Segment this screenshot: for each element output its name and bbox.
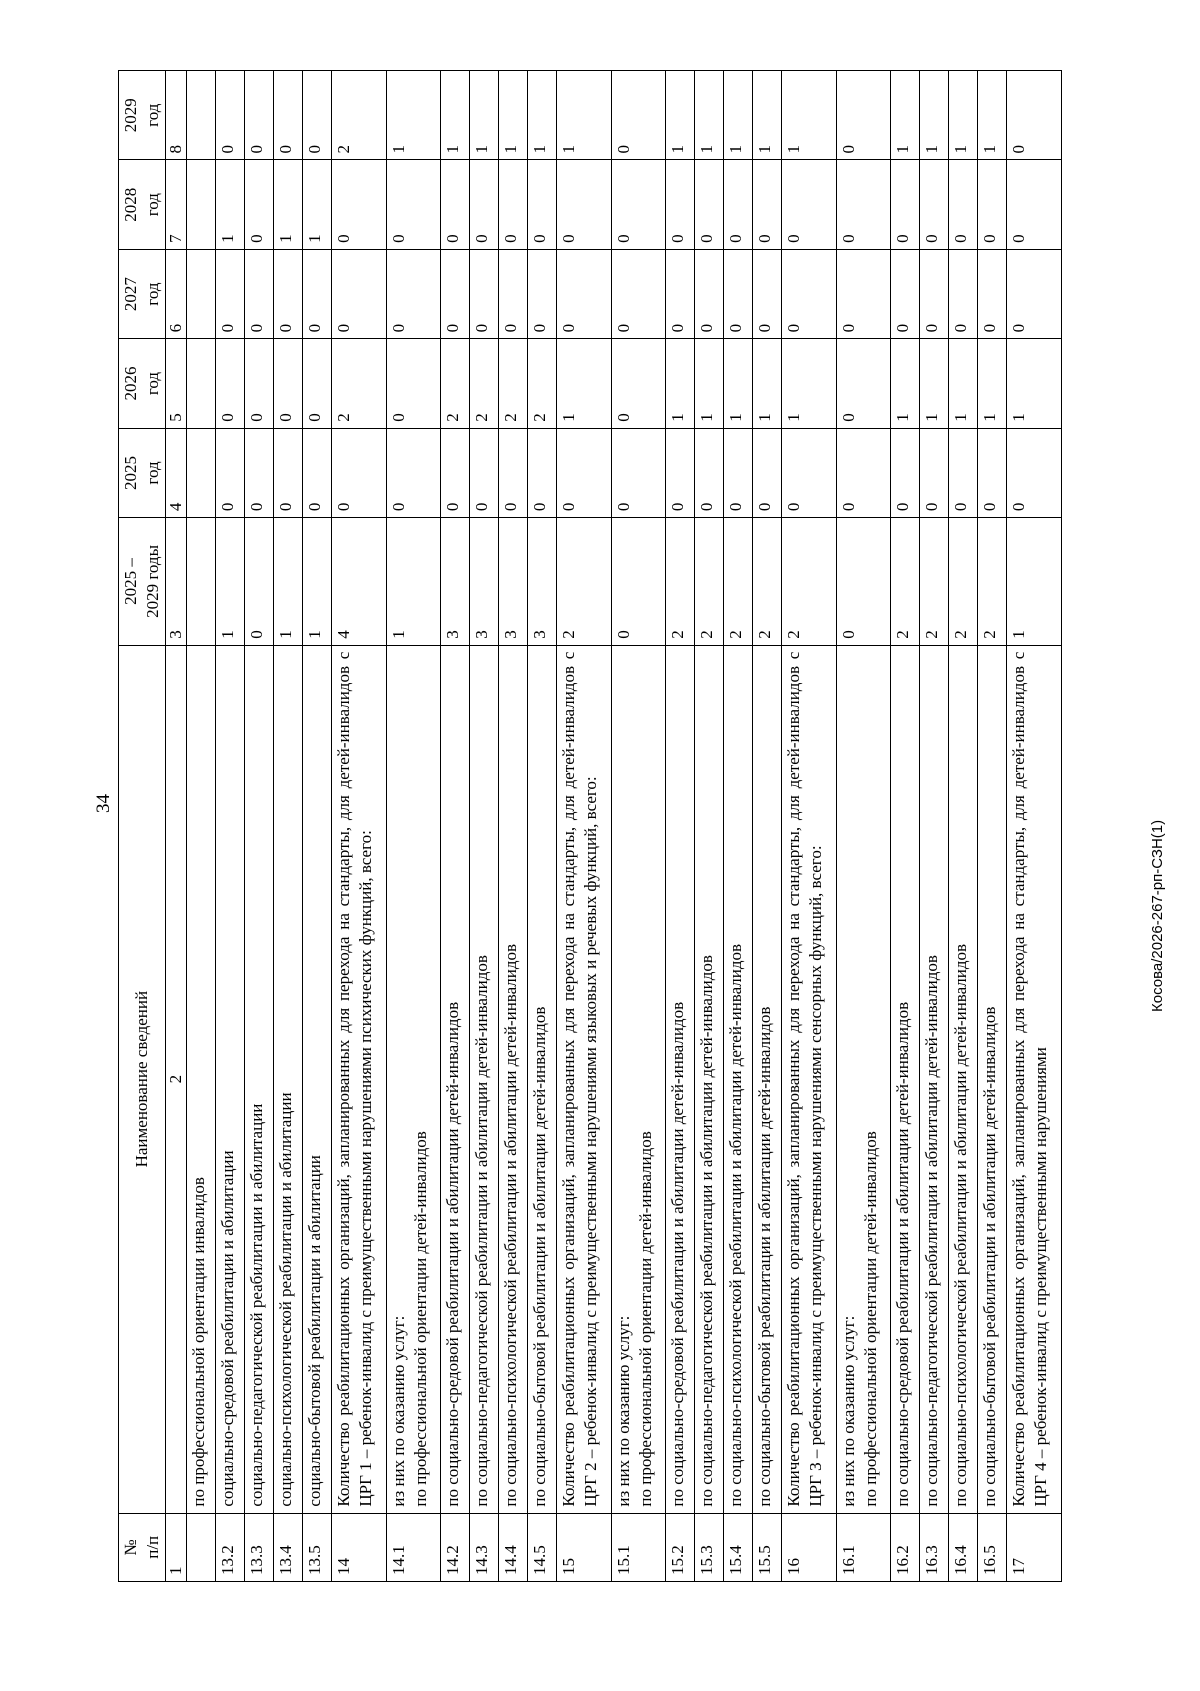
row-number: 15.1 — [611, 1513, 666, 1581]
row-name: из них по оказанию услуг: по профессиональной ориентации детей-инвалидов — [611, 645, 666, 1513]
row-value: 1 — [978, 71, 1007, 160]
column-number-cell: 2 — [166, 645, 187, 1513]
row-value: 2 — [528, 339, 557, 428]
row-value: 0 — [441, 428, 470, 517]
row-value: 0 — [836, 71, 891, 160]
row-number: 17 — [1007, 1513, 1062, 1581]
row-number: 13.4 — [274, 1513, 303, 1581]
row-number: 16.1 — [836, 1513, 891, 1581]
row-value: 0 — [470, 160, 499, 249]
row-value: 1 — [386, 71, 441, 160]
row-value: 2 — [695, 518, 724, 646]
row-name: по социально-педагогической реабилитации и абилитации детей-инвалидов — [470, 645, 499, 1513]
row-value: 0 — [836, 339, 891, 428]
row-value: 2 — [753, 518, 782, 646]
row-name: социально-педагогической реабилитации и абилитации — [245, 645, 274, 1513]
row-value: 0 — [470, 249, 499, 338]
row-value: 2 — [891, 518, 920, 646]
row-value: 0 — [245, 428, 274, 517]
row-value: 0 — [1007, 428, 1062, 517]
row-value: 0 — [386, 428, 441, 517]
row-number: 16.3 — [920, 1513, 949, 1581]
row-value: 1 — [557, 71, 612, 160]
row-value: 0 — [386, 339, 441, 428]
row-value: 1 — [920, 71, 949, 160]
row-value: 1 — [216, 160, 245, 249]
row-value: 0 — [245, 71, 274, 160]
row-name: Количество реабилитационных организаций, запланированных для перехода на стандарты, для детей-инвалидов с ЦРГ 2 – ребенок-инвалид с преимущественными нарушениями языковых и речевых функций, всего: — [557, 645, 612, 1513]
row-number: 13.3 — [245, 1513, 274, 1581]
row-value: 2 — [332, 71, 387, 160]
row-value: 1 — [724, 339, 753, 428]
row-value: 0 — [470, 428, 499, 517]
row-value: 1 — [920, 339, 949, 428]
row-value: 0 — [949, 249, 978, 338]
row-value: 0 — [782, 428, 837, 517]
row-value: 0 — [753, 428, 782, 517]
row-value — [187, 428, 216, 517]
row-number: 15.4 — [724, 1513, 753, 1581]
row-value — [187, 249, 216, 338]
table-row — [470, 71, 499, 1582]
row-value: 0 — [836, 518, 891, 646]
table-row — [782, 71, 837, 1582]
row-number: 14.3 — [470, 1513, 499, 1581]
row-name: по социально-педагогической реабилитации и абилитации детей-инвалидов — [920, 645, 949, 1513]
row-value: 0 — [782, 249, 837, 338]
row-name: по социально-бытовой реабилитации и абилитации детей-инвалидов — [978, 645, 1007, 1513]
table-row — [187, 71, 216, 1582]
row-value: 0 — [611, 71, 666, 160]
row-value: 0 — [836, 160, 891, 249]
row-value: 1 — [274, 160, 303, 249]
row-value: 0 — [245, 160, 274, 249]
row-name: Количество реабилитационных организаций, запланированных для перехода на стандарты, для детей-инвалидов с ЦРГ 3 – ребенок-инвалид с преимущественными нарушениями сенсорных функций, всего: — [782, 645, 837, 1513]
row-value: 0 — [499, 428, 528, 517]
row-value: 0 — [753, 249, 782, 338]
column-number-cell: 1 — [166, 1513, 187, 1581]
row-name: по социально-педагогической реабилитации и абилитации детей-инвалидов — [695, 645, 724, 1513]
row-value: 0 — [303, 428, 332, 517]
row-name: социально-бытовой реабилитации и абилитации — [303, 645, 332, 1513]
row-value: 0 — [695, 160, 724, 249]
row-number: 13.2 — [216, 1513, 245, 1581]
row-value: 0 — [1007, 160, 1062, 249]
row-value: 1 — [499, 71, 528, 160]
row-value: 0 — [303, 339, 332, 428]
row-name: по социально-средовой реабилитации и абилитации детей-инвалидов — [891, 645, 920, 1513]
table-row — [724, 71, 753, 1582]
row-name: по социально-бытовой реабилитации и абилитации детей-инвалидов — [528, 645, 557, 1513]
row-name: по социально-бытовой реабилитации и абилитации детей-инвалидов — [753, 645, 782, 1513]
row-value: 0 — [332, 428, 387, 517]
row-value: 1 — [949, 339, 978, 428]
row-value: 0 — [557, 249, 612, 338]
row-value: 1 — [695, 339, 724, 428]
row-number: 16.4 — [949, 1513, 978, 1581]
row-value: 0 — [332, 160, 387, 249]
row-number: 13.5 — [303, 1513, 332, 1581]
header-2025: 2025 год — [119, 428, 166, 517]
table-row — [557, 71, 612, 1582]
row-value: 0 — [303, 249, 332, 338]
row-value: 2 — [499, 339, 528, 428]
row-value: 1 — [557, 339, 612, 428]
row-name: из них по оказанию услуг: по профессиональной ориентации детей-инвалидов — [836, 645, 891, 1513]
row-value: 3 — [470, 518, 499, 646]
row-value: 0 — [1007, 71, 1062, 160]
row-number: 15 — [557, 1513, 612, 1581]
row-value: 0 — [724, 249, 753, 338]
row-name: Количество реабилитационных организаций, запланированных для перехода на стандарты, для детей-инвалидов с ЦРГ 4 – ребенок-инвалид с преимущественными нарушениями — [1007, 645, 1062, 1513]
row-value: 0 — [216, 339, 245, 428]
header-2026: 2026 год — [119, 339, 166, 428]
row-value: 1 — [753, 339, 782, 428]
column-number-cell: 4 — [166, 428, 187, 517]
row-value: 1 — [528, 71, 557, 160]
row-value: 1 — [386, 518, 441, 646]
row-value: 0 — [666, 160, 695, 249]
row-value: 0 — [557, 160, 612, 249]
row-value: 0 — [949, 160, 978, 249]
row-value: 0 — [274, 428, 303, 517]
row-value: 0 — [499, 249, 528, 338]
row-value: 1 — [891, 71, 920, 160]
row-number — [187, 1513, 216, 1581]
row-name: по социально-средовой реабилитации и абилитации детей-инвалидов — [441, 645, 470, 1513]
table-row — [441, 71, 470, 1582]
row-value: 2 — [949, 518, 978, 646]
table-header-row — [119, 71, 166, 1582]
row-name: по социально-психологической реабилитации и абилитации детей-инвалидов — [724, 645, 753, 1513]
row-value: 0 — [216, 428, 245, 517]
table-row — [303, 71, 332, 1582]
table-row — [753, 71, 782, 1582]
table-row — [386, 71, 441, 1582]
row-value: 1 — [978, 339, 1007, 428]
table-row — [499, 71, 528, 1582]
row-value: 0 — [499, 160, 528, 249]
row-value: 1 — [274, 518, 303, 646]
document-code: Косова/2026-267-рп-СЗН(1) — [1149, 819, 1166, 1012]
row-name: по социально-психологической реабилитации и абилитации детей-инвалидов — [949, 645, 978, 1513]
table-row — [216, 71, 245, 1582]
row-value: 2 — [470, 339, 499, 428]
column-number-cell: 3 — [166, 518, 187, 646]
row-value: 1 — [1007, 518, 1062, 646]
row-name: социально-психологической реабилитации и абилитации — [274, 645, 303, 1513]
row-value: 2 — [920, 518, 949, 646]
row-value: 0 — [666, 428, 695, 517]
table-row — [1007, 71, 1062, 1582]
row-value — [187, 160, 216, 249]
row-value: 1 — [949, 71, 978, 160]
plan-table-container — [118, 70, 1062, 1582]
table-row — [891, 71, 920, 1582]
row-value: 2 — [332, 339, 387, 428]
row-value: 4 — [332, 518, 387, 646]
table-row — [920, 71, 949, 1582]
column-number-cell: 7 — [166, 160, 187, 249]
row-value — [187, 518, 216, 646]
row-value: 0 — [920, 428, 949, 517]
row-number: 14.5 — [528, 1513, 557, 1581]
column-number-row — [166, 71, 187, 1582]
row-number: 16.2 — [891, 1513, 920, 1581]
plan-table — [118, 70, 1062, 1582]
row-value: 0 — [611, 249, 666, 338]
row-value: 1 — [470, 71, 499, 160]
row-number: 16.5 — [978, 1513, 1007, 1581]
row-value: 0 — [611, 160, 666, 249]
header-2027: 2027 год — [119, 249, 166, 338]
table-row — [695, 71, 724, 1582]
row-value: 1 — [216, 518, 245, 646]
row-number: 16 — [782, 1513, 837, 1581]
row-value — [187, 339, 216, 428]
row-value: 0 — [303, 71, 332, 160]
column-number-cell: 8 — [166, 71, 187, 160]
row-number: 15.5 — [753, 1513, 782, 1581]
row-number: 14 — [332, 1513, 387, 1581]
header-num: № п/п — [119, 1513, 166, 1581]
row-value: 0 — [1007, 249, 1062, 338]
row-number: 15.2 — [666, 1513, 695, 1581]
row-name: из них по оказанию услуг: по профессиональной ориентации детей-инвалидов — [386, 645, 441, 1513]
page-number: 34 — [93, 794, 114, 813]
row-number: 15.3 — [695, 1513, 724, 1581]
row-value: 0 — [666, 249, 695, 338]
header-2029: 2029 год — [119, 71, 166, 160]
row-value: 0 — [386, 249, 441, 338]
header-2028: 2028 год — [119, 160, 166, 249]
row-value: 0 — [274, 71, 303, 160]
row-name: по социально-средовой реабилитации и абилитации детей-инвалидов — [666, 645, 695, 1513]
row-value: 0 — [245, 249, 274, 338]
row-number: 14.4 — [499, 1513, 528, 1581]
row-value: 3 — [441, 518, 470, 646]
header-name: Наименование сведений — [119, 645, 166, 1513]
row-value: 0 — [274, 339, 303, 428]
table-row — [332, 71, 387, 1582]
row-value: 0 — [441, 160, 470, 249]
table-row — [836, 71, 891, 1582]
row-value: 0 — [528, 160, 557, 249]
row-value: 0 — [216, 249, 245, 338]
row-value: 0 — [891, 249, 920, 338]
row-value: 1 — [724, 71, 753, 160]
row-value: 2 — [724, 518, 753, 646]
row-value: 2 — [557, 518, 612, 646]
table-row — [978, 71, 1007, 1582]
row-value: 1 — [891, 339, 920, 428]
row-value: 1 — [303, 160, 332, 249]
table-row — [274, 71, 303, 1582]
row-value: 0 — [274, 249, 303, 338]
row-value: 3 — [499, 518, 528, 646]
row-value: 0 — [245, 339, 274, 428]
row-value: 2 — [978, 518, 1007, 646]
table-row — [949, 71, 978, 1582]
row-value: 3 — [528, 518, 557, 646]
row-value: 2 — [441, 339, 470, 428]
row-value: 1 — [753, 71, 782, 160]
row-value: 0 — [441, 249, 470, 338]
row-number: 14.2 — [441, 1513, 470, 1581]
row-value: 1 — [1007, 339, 1062, 428]
row-value: 0 — [949, 428, 978, 517]
row-number: 14.1 — [386, 1513, 441, 1581]
row-value: 0 — [724, 428, 753, 517]
row-name: социально-средовой реабилитации и абилитации — [216, 645, 245, 1513]
row-value: 0 — [557, 428, 612, 517]
row-value: 2 — [782, 518, 837, 646]
row-value: 1 — [782, 71, 837, 160]
row-value: 1 — [782, 339, 837, 428]
row-value: 0 — [978, 428, 1007, 517]
row-value: 2 — [666, 518, 695, 646]
row-name: Количество реабилитационных организаций, запланированных для перехода на стандарты, для детей-инвалидов с ЦРГ 1 – ребенок-инвалид с преимущественными нарушениями психических функций, всего: — [332, 645, 387, 1513]
row-value: 1 — [666, 339, 695, 428]
table-row — [528, 71, 557, 1582]
row-value: 1 — [666, 71, 695, 160]
row-value: 0 — [978, 160, 1007, 249]
table-row — [611, 71, 666, 1582]
row-value: 0 — [528, 428, 557, 517]
row-name: по социально-психологической реабилитации и абилитации детей-инвалидов — [499, 645, 528, 1513]
row-value: 0 — [528, 249, 557, 338]
row-value: 0 — [695, 428, 724, 517]
table-row — [245, 71, 274, 1582]
row-value: 0 — [920, 160, 949, 249]
row-value: 0 — [891, 160, 920, 249]
header-total: 2025 – 2029 годы — [119, 518, 166, 646]
row-value: 0 — [332, 249, 387, 338]
row-value: 0 — [836, 428, 891, 517]
row-name: по профессиональной ориентации инвалидов — [187, 645, 216, 1513]
row-value: 0 — [920, 249, 949, 338]
row-value: 0 — [611, 339, 666, 428]
row-value: 0 — [386, 160, 441, 249]
row-value: 1 — [303, 518, 332, 646]
row-value: 1 — [695, 71, 724, 160]
table-row — [666, 71, 695, 1582]
column-number-cell: 6 — [166, 249, 187, 338]
row-value: 0 — [978, 249, 1007, 338]
column-number-cell: 5 — [166, 339, 187, 428]
row-value: 0 — [836, 249, 891, 338]
row-value: 0 — [611, 428, 666, 517]
row-value: 0 — [753, 160, 782, 249]
row-value: 0 — [245, 518, 274, 646]
row-value: 1 — [441, 71, 470, 160]
row-value: 0 — [782, 160, 837, 249]
row-value — [187, 71, 216, 160]
row-value: 0 — [891, 428, 920, 517]
table-body — [187, 71, 1062, 1582]
row-value: 0 — [611, 518, 666, 646]
row-value: 0 — [724, 160, 753, 249]
row-value: 0 — [695, 249, 724, 338]
row-value: 0 — [216, 71, 245, 160]
